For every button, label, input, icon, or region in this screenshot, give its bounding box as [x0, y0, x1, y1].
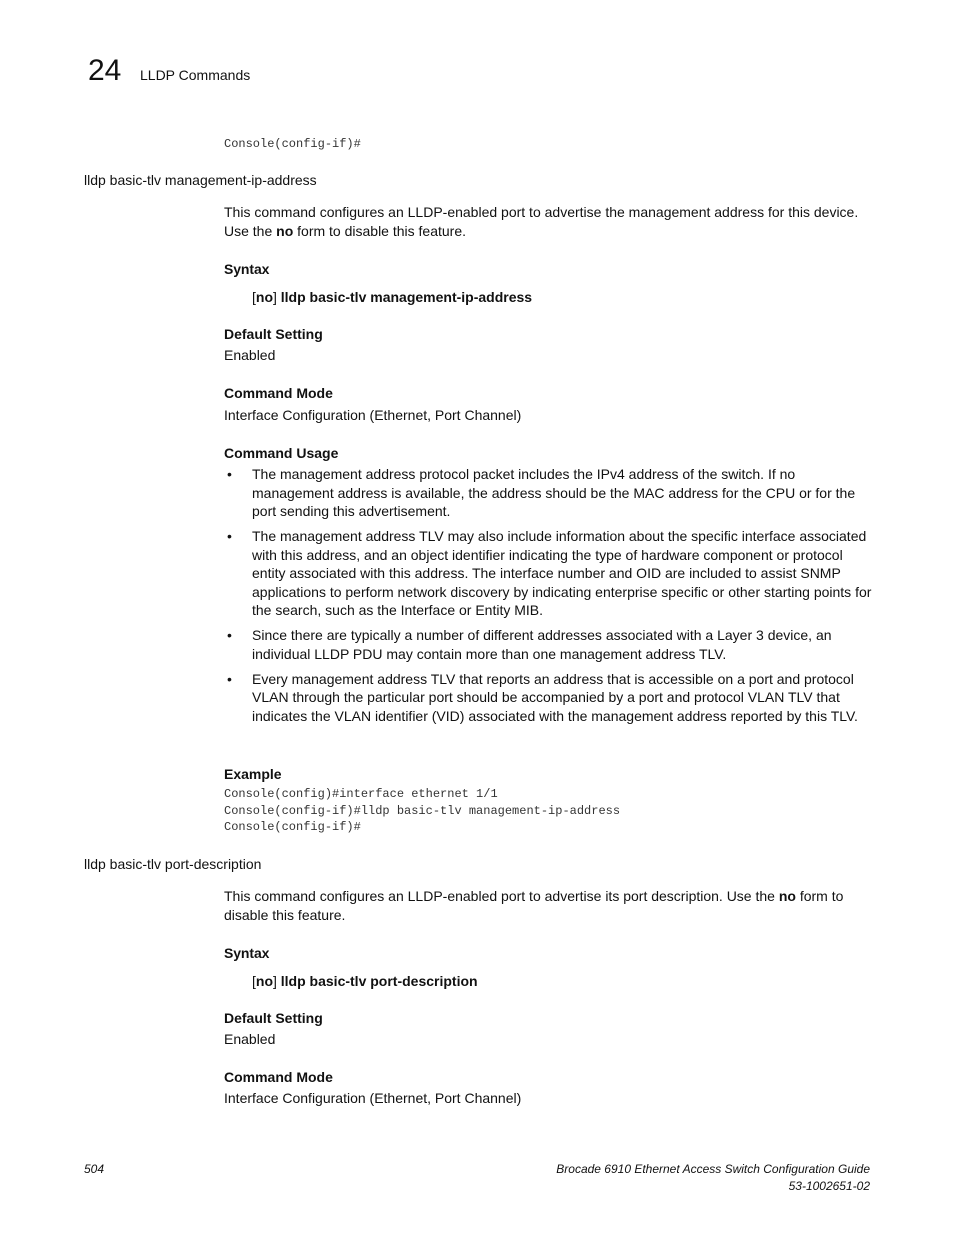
section-intro	[224, 887, 872, 924]
syntax-command: lldp basic-tlv port-description	[280, 973, 478, 989]
page-number: 504	[84, 1162, 105, 1176]
list-item: • The management address protocol packet includes the IPv4 address of the switch. If no management address is available, the address should be the MAC address for the CPU or for the port sending this advertisement.	[227, 466, 856, 520]
no-keyword: no	[255, 289, 273, 305]
intro-text-end: form to disable this feature.	[293, 222, 467, 239]
intro-text-end: form to disable this feature.	[224, 888, 844, 923]
syntax-heading: Syntax	[224, 945, 270, 961]
chapter-number: 24	[88, 54, 122, 87]
doc-number: 53-1002651-02	[788, 1178, 870, 1193]
command-usage-list	[224, 465, 872, 732]
chapter-title: LLDP Commands	[140, 67, 251, 83]
code-line: Console(config-if)#	[224, 820, 361, 834]
code-line: Console(config-if)#lldp basic-tlv management-ip-address	[224, 803, 621, 818]
command-mode-heading: Command Mode	[224, 385, 333, 401]
section-title-port-description: lldp basic-tlv port-description	[84, 856, 262, 872]
list-item: • The management address TLV may also include information about the specific interface associated with this address, and an object identifier indicating the type of hardware component or protocol entity associated with this address. The interface number and OID are included to assist SNMP applications to perform network discovery by indicating enterprise specific or other starting points for the search, such as the Interface or Entity MIB.	[227, 528, 872, 619]
command-mode-value: Interface Configuration (Ethernet, Port Channel)	[224, 407, 522, 423]
example-code-block	[224, 786, 620, 836]
intro-text: This command configures an LLDP-enabled port to advertise the management address for this device. Use the	[224, 204, 859, 239]
default-setting-value: Enabled	[224, 347, 276, 363]
syntax-heading: Syntax	[224, 261, 270, 277]
section-title-management-ip: lldp basic-tlv management-ip-address	[84, 172, 317, 188]
list-item: • Every management address TLV that reports an address that is accessible on a port and protocol VLAN through the particular port should be accompanied by a port and protocol VLAN TLV that indicates the VLAN identifier (VID) associated with the management address reported by this TLV.	[227, 670, 858, 725]
example-heading: Example	[224, 766, 282, 782]
default-setting-value: Enabled	[224, 1031, 276, 1047]
guide-title: Brocade 6910 Ethernet Access Switch Configuration Guide	[556, 1162, 870, 1176]
bullet-icon: •	[227, 627, 232, 644]
list-item: • Since there are typically a number of different addresses associated with a Layer 3 device, an individual LLDP PDU may contain more than one management address TLV.	[227, 627, 832, 662]
default-setting-heading: Default Setting	[224, 1010, 323, 1026]
no-keyword: no	[276, 222, 294, 239]
no-keyword: no	[778, 888, 796, 904]
syntax-line: [no] lldp basic-tlv management-ip-address	[252, 289, 533, 305]
bullet-icon: •	[227, 466, 232, 482]
default-setting-heading: Default Setting	[224, 326, 323, 342]
bullet-icon: •	[227, 670, 232, 687]
section-intro	[224, 203, 872, 240]
code-block-top: Console(config-if)#	[224, 137, 361, 151]
no-keyword: no	[255, 973, 273, 989]
code-line: Console(config)#interface ethernet 1/1	[224, 787, 498, 801]
footer-right	[556, 1161, 870, 1194]
command-usage-heading: Command Usage	[224, 445, 339, 461]
command-mode-heading: Command Mode	[224, 1069, 333, 1085]
bullet-icon: •	[227, 528, 232, 545]
command-mode-value: Interface Configuration (Ethernet, Port Channel)	[224, 1090, 522, 1106]
syntax-command: lldp basic-tlv management-ip-address	[280, 289, 533, 305]
intro-text: This command configures an LLDP-enabled port to advertise its port description. Use the	[224, 888, 779, 904]
syntax-line: [no] lldp basic-tlv port-description	[252, 973, 478, 989]
